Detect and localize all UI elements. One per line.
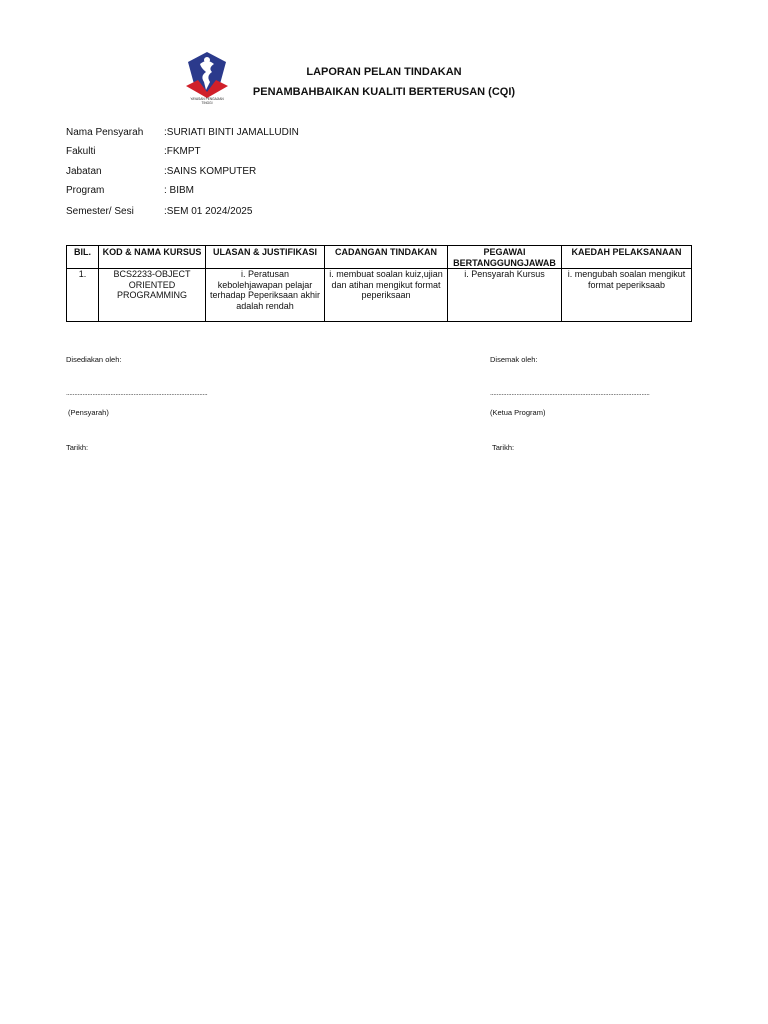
checked-role: (Ketua Program) (490, 408, 546, 417)
label-jabatan: Jabatan (66, 166, 102, 177)
value-semester-sesi: :SEM 01 2024/2025 (164, 206, 253, 217)
header-kod-nama-kursus: KOD & NAMA KURSUS (99, 246, 206, 269)
checked-signature-line: ................................................................................................. (490, 390, 650, 397)
value-program: : BIBM (164, 185, 195, 196)
prepared-by-label: Disediakan oleh: (66, 355, 122, 364)
value-fakulti: :FKMPT (164, 146, 201, 157)
header-pegawai-bertanggungjawab: PEGAWAI BERTANGGUNGJAWAB (448, 246, 562, 269)
prepared-signature-line: ...................................................................................... (66, 390, 208, 397)
table-row (67, 269, 692, 322)
cell-kaedah: i. mengubah soalan mengikut format peperiksaab (562, 269, 692, 322)
value-jabatan: :SAINS KOMPUTER (164, 166, 257, 177)
header-kaedah-pelaksanaan: KAEDAH PELAKSANAAN (562, 246, 692, 269)
table-header-row (67, 246, 692, 269)
header-ulasan-justifikasi: ULASAN & JUSTIFIKASI (206, 246, 325, 269)
header-bil: BIL. (67, 246, 99, 269)
header-cadangan-tindakan: CADANGAN TINDAKAN (325, 246, 448, 269)
label-program: Program (66, 185, 105, 196)
cell-kursus: BCS2233-OBJECT ORIENTED PROGRAMMING (99, 269, 206, 322)
prepared-role: (Pensyarah) (68, 408, 109, 417)
cell-bil: 1. (67, 269, 99, 322)
report-title-line1 (0, 66, 768, 78)
logo-caption-1: YAYASAN PENGAJIAN (190, 97, 224, 101)
prepared-date-label: Tarikh: (66, 443, 89, 452)
label-fakulti: Fakulti (66, 146, 96, 157)
cell-pegawai: i. Pensyarah Kursus (448, 269, 562, 322)
title-line1-text: LAPORAN PELAN TINDAKAN (306, 66, 462, 78)
checked-by-label: Disemak oleh: (490, 355, 538, 364)
cell-cadangan: i. membuat soalan kuiz,ujian dan atihan mengikut format peperiksaan (325, 269, 448, 322)
label-nama-pensyarah: Nama Pensyarah (66, 127, 144, 138)
logo-caption-2: TINGGI (201, 101, 213, 105)
title-line2-text: PENAMBAHBAIKAN KUALITI BERTERUSAN (CQI) (252, 86, 516, 98)
label-semester-sesi: Semester/ Sesi (66, 206, 134, 217)
cqi-action-table (66, 245, 692, 322)
checked-date-label: Tarikh: (492, 443, 515, 452)
cell-ulasan: i. Peratusan kebolehjawapan pelajar terhadap Peperiksaan akhir adalah rendah (206, 269, 325, 322)
report-title-line2 (0, 86, 768, 98)
value-nama-pensyarah: :SURIATI BINTI JAMALLUDIN (164, 127, 299, 138)
